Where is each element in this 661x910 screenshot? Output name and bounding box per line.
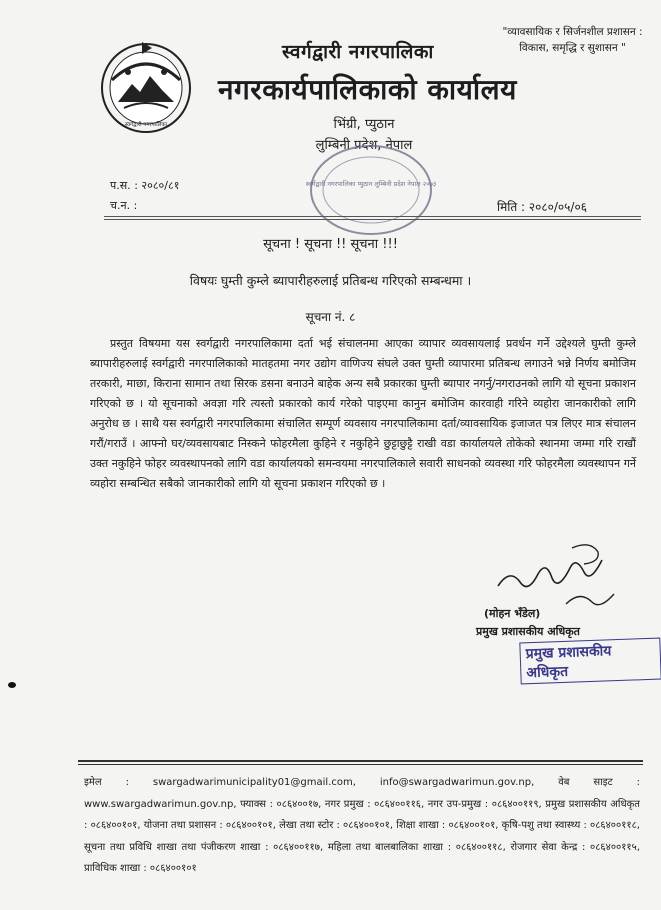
reference-cn: च.न. : — [110, 199, 138, 212]
stamp-text: स्वर्गद्वारी नगरपालिका प्युठान लुम्बिनी प्रदेश नेपाल २०७३ — [305, 180, 437, 188]
reference-ps: प.स. : २०८०/८१ — [110, 179, 180, 192]
motto-line-1: "व्यावसायिक र सिर्जनशील प्रशासन : — [502, 26, 643, 38]
date-label: मिति : — [497, 200, 526, 214]
office-name: स्वर्गद्वारी नगरपालिका — [282, 41, 434, 63]
date-value: २०८०/०५/०६ — [528, 200, 587, 214]
footer-contacts: इमेल : swargadwarimunicipality01@gmail.com, info@swargadwarimun.gov.np, वेब साइट : www.swargadwarimun.gov.np, फ्याक्स : ०८६४००१७, नगर प्रमुख : ०८६४००११६, नगर उप-प्रमुख : ०८६४००११९, प्रमुख प्रशासकीय अधिकृत : ०८६४००१०१, योजना तथा प्रशासन : ०८६४००१०१, लेखा तथा स्टोर : ०८६४००१०१, शिक्षा शाखा : ०८६४००१०१, कृषि-पशु तथा स्वास्थ्य : ०८६४००११८, सूचना तथा प्रविधि शाखा तथा पंजीकरण शाखा : ०८६४००११७, महिला तथा बालबालिका शाखा : ०८६४००११८, रोजगार सेवा केन्द्र : ०८६४००११५, प्राविधिक शाखा : ०८६४००१०१ — [84, 777, 640, 874]
date — [497, 198, 587, 215]
footer-divider — [78, 760, 643, 762]
ref-ps-label: प.स. — [110, 179, 131, 192]
address-line-2: लुम्बिनी प्रदेश, नेपाल — [315, 138, 413, 153]
signatory-name: (मोहन भँडेल) — [484, 607, 541, 620]
government-emblem-icon — [98, 40, 194, 136]
notice-heading: सूचना ! सूचना !! सूचना !!! — [263, 237, 398, 252]
notice-body: प्रस्तुत विषयमा यस स्वर्गद्वारी नगरपालिकामा दर्ता भई संचालनमा आएका व्यापार व्यवसायलाई प्रवर्धन गर्ने उद्देश्यले घुम्ती कुम्ले ब्यापारीहरुलाई स्वर्गद्वारी नगरपालिकाको मातहतमा नगर उद्योग वाणिज्य संघले उक्त घुम्ती व्यापारमा प्रतिबन्ध लगाउने भन्ने निर्णय बमोजिम तरकारी, माछा, किराना सामान तथा सिरक डसना बनाउने बाहेक अन्य सबै प्रकारका घुम्ती ब्यापार नगर्नु/नगराउनको लागि यो सूचना प्रकाशन गरिएको छ । यो सूचनाको अवज्ञा गरि त्यस्तो प्रकारको कार्य गरेको पाइएमा कानुन बमोजिम कारवाही गरिने व्यहोरा जानकारीको लागि अनुरोध छ । साथै यस स्वर्गद्वारी नगरपालिकामा संचालित सम्पूर्ण व्यवसाय नगरपालिकामा दर्ता/व्यावसायिक इजाजत पत्र लिएर मात्र संचालन गरौं/गराउँ । आफ्नो घर/व्यवसायबाट निस्कने फोहरमैला कुहिने र नकुहिने छुट्टाछुट्टै राखी वडा कार्यालयले तोकेको स्थानमा जम्मा गरि राखौं उक्त नकुहिने फोहर व्यवस्थापनको लागि वडा कार्यालयको समन्वयमा नगरपालिकाले सवारी साधनको व्यवस्था गरि फोहरमैला व्यवस्थापन गर्ने व्यहोरा सम्बन्धित सबैको जानकारीको लागि यो सूचना प्रकाशन गरिएको छ । — [90, 337, 636, 490]
motto-line-2: विकास, समृद्धि र सुशासन " — [519, 42, 626, 54]
footer-divider-2 — [78, 764, 643, 765]
address-line-1: भिंग्री, प्युठान — [333, 117, 395, 132]
emblem-label: स्वर्गद्वारी नगरपालिका — [124, 122, 168, 128]
signatory-stamp: प्रमुख प्रशासकीय अधिकृत — [519, 638, 661, 685]
header-divider-2 — [104, 219, 641, 220]
notice-subject: विषयः घुम्ती कुम्ले ब्यापारीहरुलाई प्रतिबन्ध गरिएको सम्बन्धमा । — [189, 273, 472, 288]
motto — [490, 24, 655, 56]
ref-cn-label: च.न. — [110, 199, 131, 212]
office-title: नगरकार्यपालिकाको कार्यालय — [218, 73, 517, 106]
office-stamp — [305, 140, 437, 240]
header-divider — [104, 216, 641, 217]
scan-speck — [8, 682, 16, 688]
signatory-post: प्रमुख प्रशासकीय अधिकृत — [476, 625, 580, 638]
notice-number: सूचना नं. ८ — [305, 310, 356, 324]
ref-ps-value: २०८०/८१ — [141, 179, 180, 192]
